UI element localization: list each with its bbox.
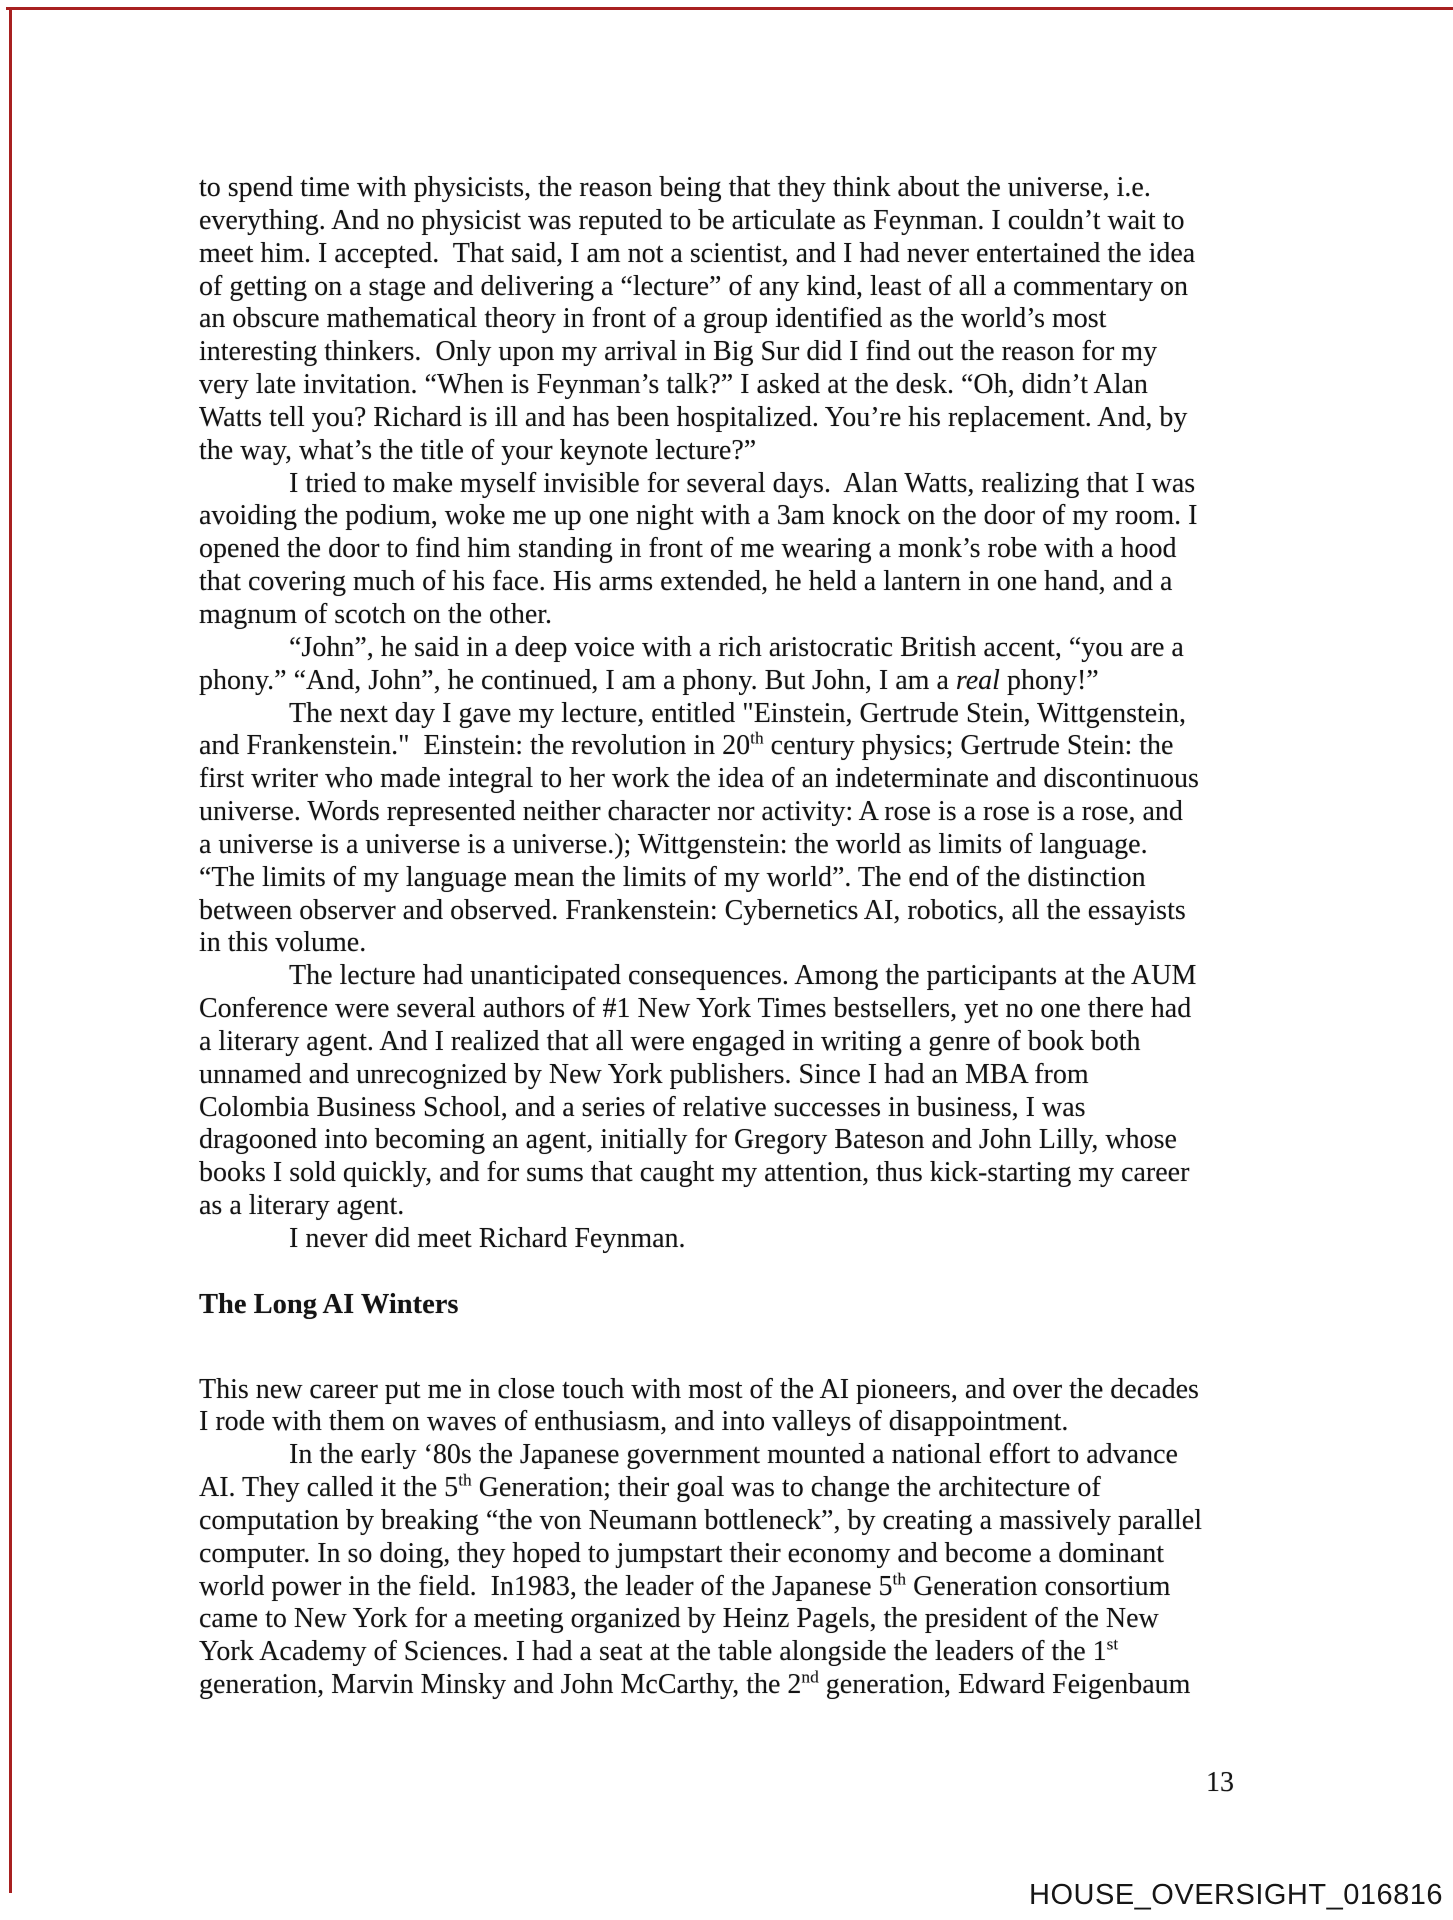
- text-line: In the early ‘80s the Japanese government mounted a national effort to advance: [289, 1439, 1178, 1471]
- bates-stamp: HOUSE_OVERSIGHT_016816: [1029, 1879, 1443, 1911]
- text-line: and Frankenstein." Einstein: the revolution in 20th century physics; Gertrude Stein: the: [199, 729, 1174, 762]
- text-line: as a literary agent.: [199, 1190, 405, 1222]
- scan-edge-line-left: [9, 7, 12, 1893]
- text-line: that covering much of his face. His arms extended, he held a lantern in one hand, and a: [199, 566, 1173, 598]
- paragraph: [199, 698, 1265, 961]
- text-line: everything. And no physicist was reputed to be articulate as Feynman. I couldn’t wait to: [199, 204, 1185, 236]
- text-line: I tried to make myself invisible for several days. Alan Watts, realizing that I was: [289, 467, 1196, 499]
- text-line: came to New York for a meeting organized by Heinz Pagels, the president of the New: [199, 1603, 1159, 1635]
- text-line: computation by breaking “the von Neumann bottleneck”, by creating a massively parallel: [199, 1504, 1202, 1536]
- paragraph: [199, 1374, 1265, 1440]
- text-line: The next day I gave my lecture, entitled "Einstein, Gertrude Stein, Wittgenstein,: [289, 697, 1186, 729]
- post-heading-paragraphs: [199, 1374, 1265, 1702]
- paragraph: [199, 468, 1265, 632]
- page-number: 13: [1206, 1767, 1234, 1798]
- paragraph: [199, 1223, 1265, 1256]
- text-line: the way, what’s the title of your keynote lecture?”: [199, 434, 757, 466]
- text-line: to spend time with physicists, the reason being that they think about the universe, i.e.: [199, 172, 1151, 203]
- scan-edge-line-top: [6, 7, 1453, 10]
- text-line: books I sold quickly, and for sums that caught my attention, thus kick-starting my career: [199, 1157, 1190, 1189]
- text-line: between observer and observed. Frankenstein: Cybernetics AI, robotics, all the essayists: [199, 894, 1186, 926]
- text-line: The lecture had unanticipated consequences. Among the participants at the AUM: [289, 960, 1197, 992]
- text-line: Watts tell you? Richard is ill and has been hospitalized. You’re his replacement. And, by: [199, 401, 1188, 433]
- text-line: This new career put me in close touch with most of the AI pioneers, and over the decades: [199, 1373, 1199, 1405]
- text-line: universe. Words represented neither character nor activity: A rose is a rose is a rose, and: [199, 796, 1183, 828]
- paragraph: [199, 172, 1265, 468]
- text-line: a universe is a universe is a universe.); Wittgenstein: the world as limits of language.: [199, 828, 1148, 860]
- text-line: dragooned into becoming an agent, initially for Gregory Bateson and John Lilly, whose: [199, 1124, 1177, 1156]
- text-line: Conference were several authors of #1 New York Times bestsellers, yet no one there had: [199, 993, 1192, 1025]
- text-line: AI. They called it the 5th Generation; their goal was to change the architecture of: [199, 1470, 1101, 1504]
- text-line: a literary agent. And I realized that all were engaged in writing a genre of book both: [199, 1025, 1141, 1057]
- text-line: of getting on a stage and delivering a “lecture” of any kind, least of all a commentary on: [199, 270, 1188, 302]
- text-line: I never did meet Richard Feynman.: [289, 1223, 686, 1254]
- text-line: phony.” “And, John”, he continued, I am a phony. But John, I am a real phony!”: [199, 664, 1099, 696]
- text-line: an obscure mathematical theory in front of a group identified as the world’s most: [199, 303, 1107, 335]
- text-line: first writer who made integral to her work the idea of an indeterminate and discontinuous: [199, 763, 1199, 795]
- text-line: York Academy of Sciences. I had a seat at the table alongside the leaders of the 1st: [199, 1634, 1119, 1668]
- text-line: in this volume.: [199, 927, 367, 959]
- text-line: computer. In so doing, they hoped to jumpstart their economy and become a dominant: [199, 1537, 1165, 1569]
- text-line: world power in the field. In1983, the leader of the Japanese 5th Generation consortium: [199, 1569, 1171, 1602]
- text-line: very late invitation. “When is Feynman’s talk?” I asked at the desk. “Oh, didn’t Alan: [199, 369, 1148, 401]
- paragraph: [199, 960, 1265, 1223]
- text-line: “John”, he said in a deep voice with a rich aristocratic British accent, “you are a: [289, 631, 1184, 663]
- text-line: unnamed and unrecognized by New York publishers. Since I had an MBA from: [199, 1058, 1089, 1090]
- text-line: interesting thinkers. Only upon my arrival in Big Sur did I find out the reason for my: [199, 336, 1158, 368]
- paragraph: [199, 632, 1265, 698]
- text-line: “The limits of my language mean the limits of my world”. The end of the distinction: [199, 861, 1146, 893]
- text-line: I rode with them on waves of enthusiasm, and into valleys of disappointment.: [199, 1406, 1069, 1438]
- text-line: generation, Marvin Minsky and John McCarthy, the 2nd generation, Edward Feigenbaum: [199, 1667, 1191, 1701]
- text-line: meet him. I accepted. That said, I am not a scientist, and I had never entertained the idea: [199, 237, 1196, 269]
- text-line: magnum of scotch on the other.: [199, 598, 553, 630]
- text-line: opened the door to find him standing in front of me wearing a monk’s robe with a hood: [199, 533, 1177, 565]
- text-line: avoiding the podium, woke me up one night with a 3am knock on the door of my room. I: [199, 500, 1198, 532]
- text-line: Colombia Business School, and a series of relative successes in business, I was: [199, 1091, 1086, 1123]
- section-heading: The Long AI Winters: [199, 1288, 459, 1320]
- pre-heading-paragraphs: [199, 172, 1265, 1256]
- paragraph: [199, 1439, 1265, 1702]
- page-body-text: [199, 172, 1265, 1702]
